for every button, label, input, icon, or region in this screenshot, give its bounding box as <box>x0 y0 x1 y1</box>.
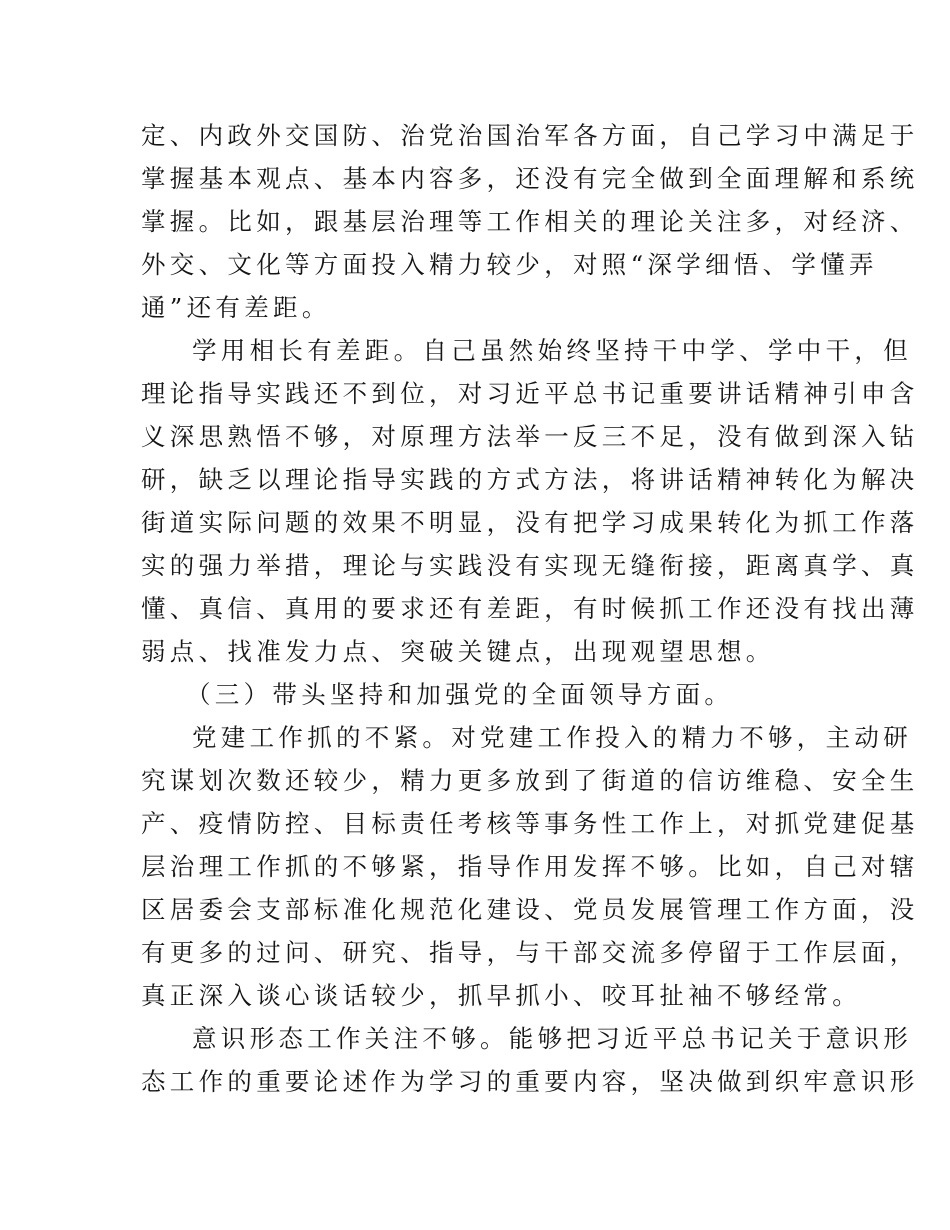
text-line: 街道实际问题的效果不明显，没有把学习成果转化为抓工作落 <box>141 508 919 537</box>
text-line: 通”还有差距。 <box>141 293 331 322</box>
text-line: 产、疫情防控、目标责任考核等事务性工作上，对抓党建促基 <box>141 809 919 838</box>
text-line: 究谋划次数还较少，精力更多放到了街道的信访维稳、安全生 <box>141 766 919 795</box>
paragraph-start-line: 意识形态工作关注不够。能够把习近平总书记关于意识形 <box>192 1024 912 1053</box>
text-line: 定、内政外交国防、治党治国治军各方面，自己学习中满足于 <box>141 121 919 150</box>
text-line: 研，缺乏以理论指导实践的方式方法，将讲话精神转化为解决 <box>141 465 919 494</box>
text-line: 义深思熟悟不够，对原理方法举一反三不足，没有做到深入钻 <box>141 422 919 451</box>
text-line: 层治理工作抓的不够紧，指导作用发挥不够。比如，自己对辖 <box>141 852 919 881</box>
section-heading: （三）带头坚持和加强党的全面领导方面。 <box>186 680 734 709</box>
text-line: 有更多的过问、研究、指导，与干部交流多停留于工作层面， <box>141 938 919 967</box>
text-line: 态工作的重要论述作为学习的重要内容，坚决做到织牢意识形 <box>141 1067 919 1096</box>
text-line: 真正深入谈心谈话较少，抓早抓小、咬耳扯袖不够经常。 <box>141 981 861 1010</box>
text-line: 外交、文化等方面投入精力较少，对照“深学细悟、学懂弄 <box>141 250 878 279</box>
text-line: 区居委会支部标准化规范化建设、党员发展管理工作方面，没 <box>141 895 919 924</box>
paragraph-start-line: 党建工作抓的不紧。对党建工作投入的精力不够，主动研 <box>192 723 912 752</box>
text-line: 掌握基本观点、基本内容多，还没有完全做到全面理解和系统 <box>141 164 919 193</box>
text-line: 实的强力举措，理论与实践没有实现无缝衔接，距离真学、真 <box>141 551 919 580</box>
text-line: 理论指导实践还不到位，对习近平总书记重要讲话精神引申含 <box>141 379 919 408</box>
text-line: 懂、真信、真用的要求还有差距，有时候抓工作还没有找出薄 <box>141 594 919 623</box>
text-line: 掌握。比如，跟基层治理等工作相关的理论关注多，对经济、 <box>141 207 919 236</box>
paragraph-start-line: 学用相长有差距。自己虽然始终坚持干中学、学中干，但 <box>192 336 912 365</box>
text-line: 弱点、找准发力点、突破关键点，出现观望思想。 <box>141 637 775 666</box>
